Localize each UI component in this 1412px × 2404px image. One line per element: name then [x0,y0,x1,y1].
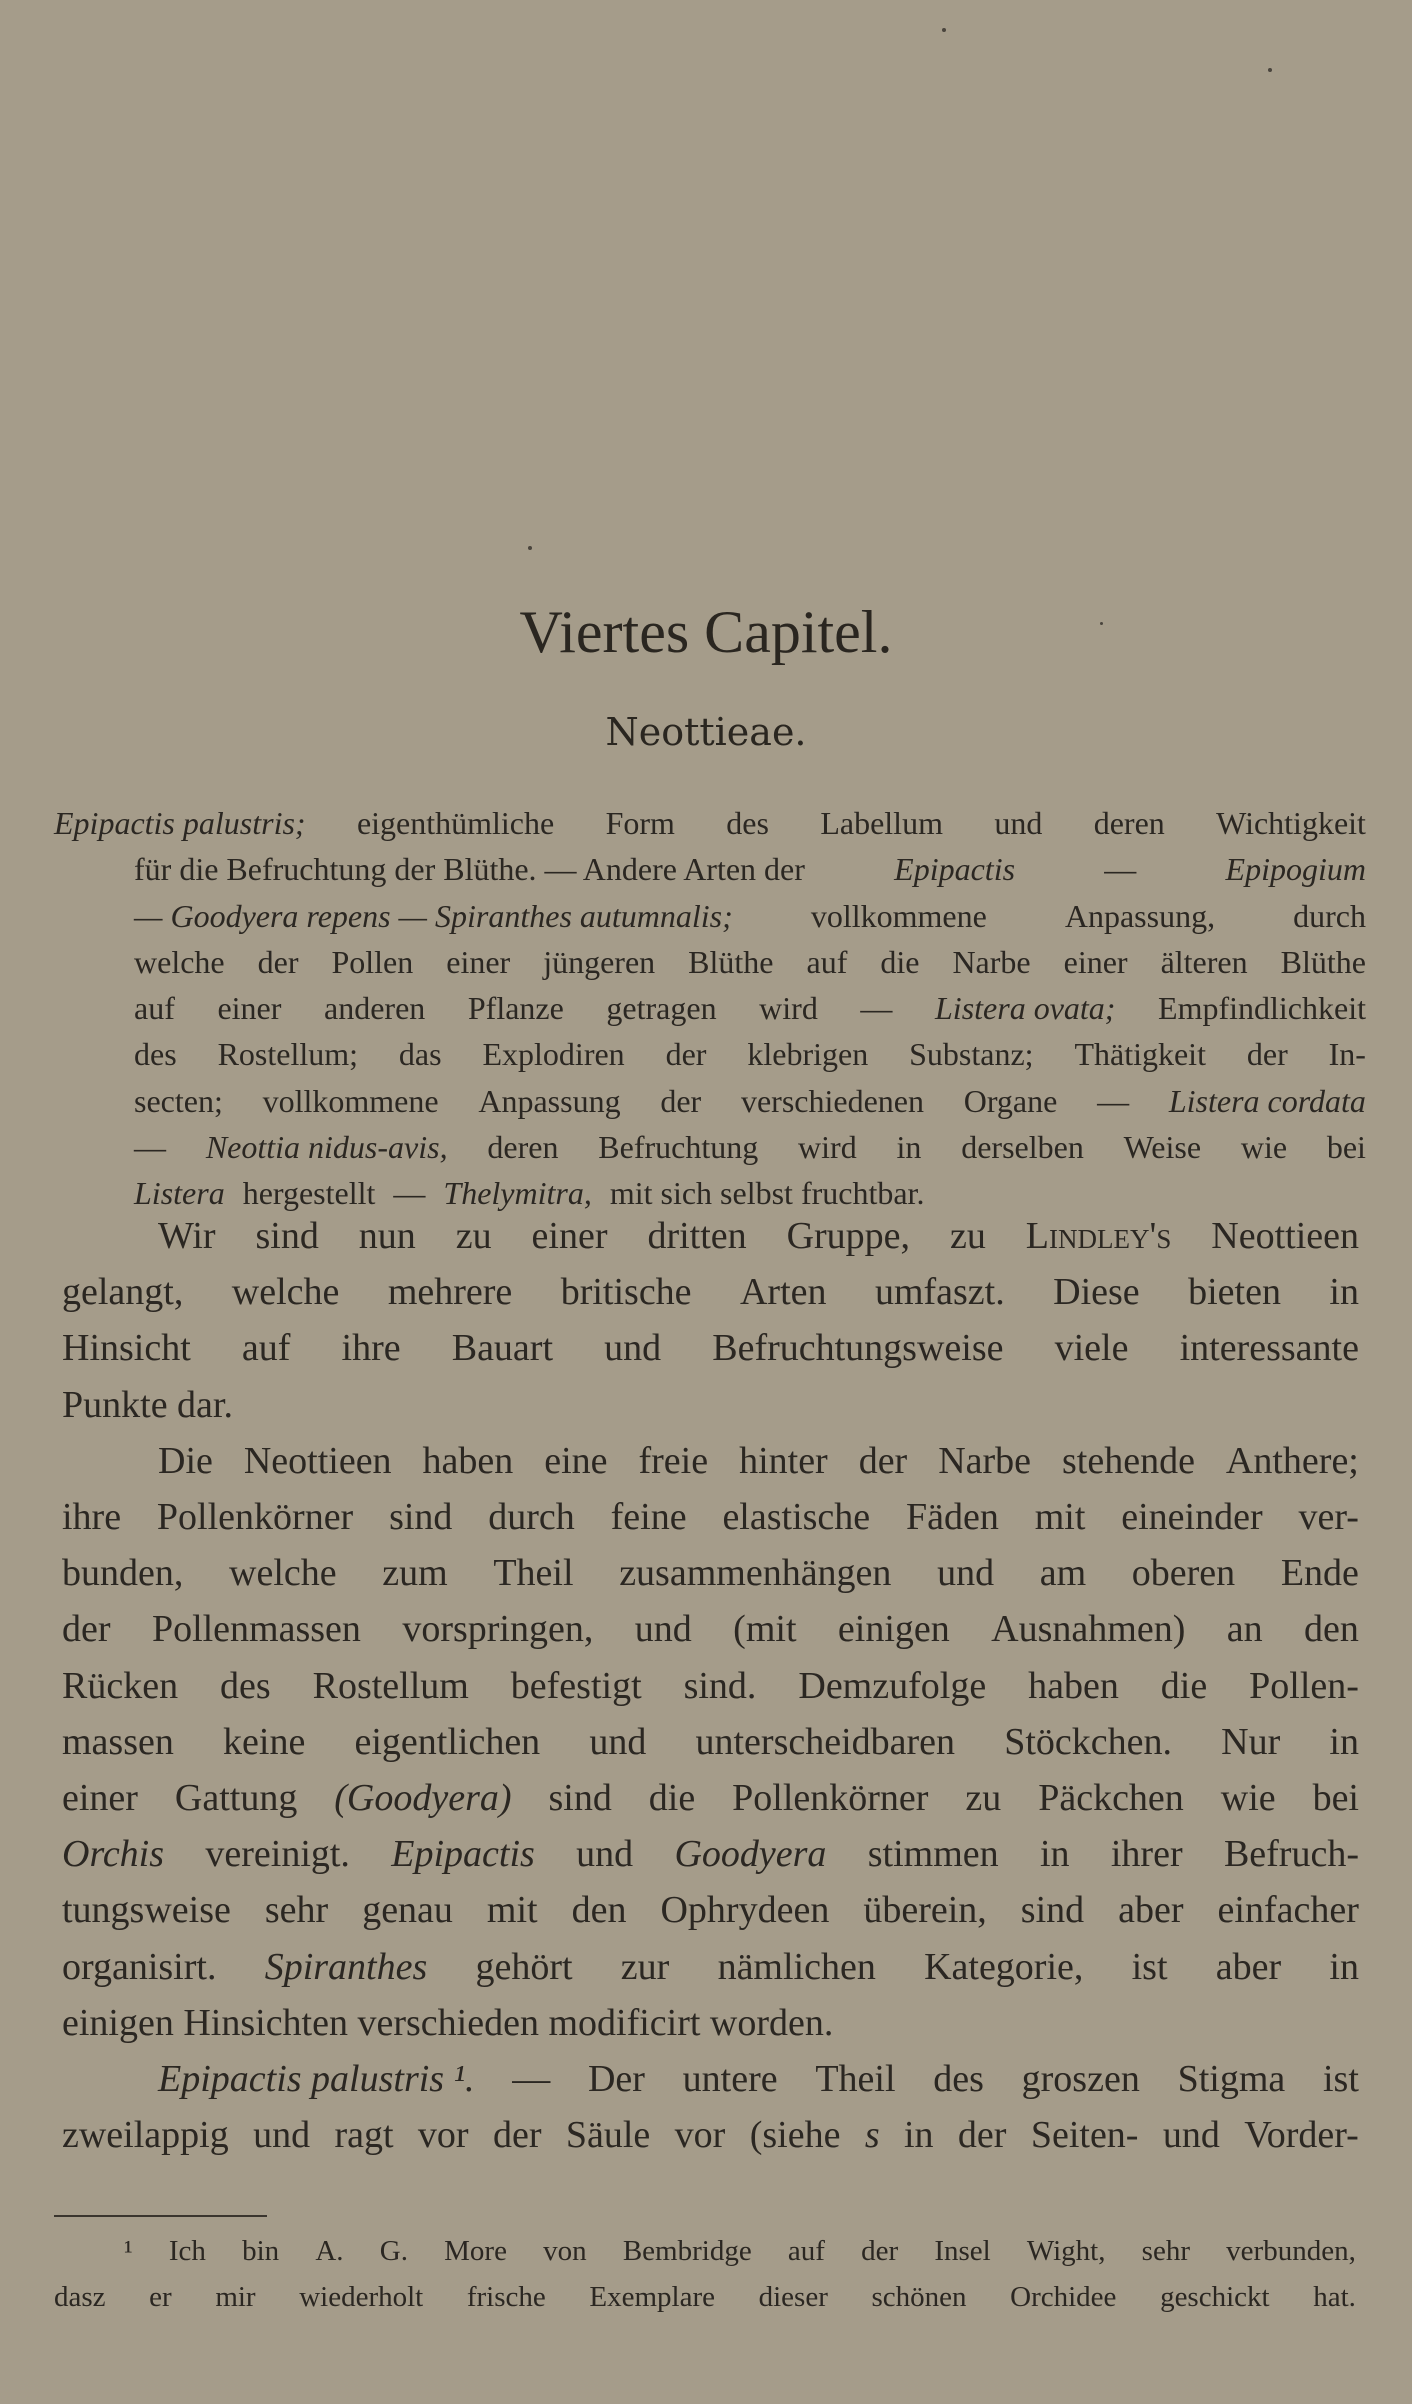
word: ihrer [1110,1833,1183,1876]
word: Exemplare [589,2281,715,2313]
word: an [1226,1608,1263,1651]
word: zum [382,1552,448,1595]
word: Listera [134,1175,225,1212]
word: vor [674,2114,726,2157]
word: Ausnahmen) [991,1608,1186,1651]
word: Fäden [906,1496,999,1539]
word: Lindley's [1025,1215,1172,1257]
word: secten; [134,1082,223,1119]
word: bei [1312,1777,1359,1820]
word: zweilappig [62,2114,229,2157]
word: die [648,1777,696,1820]
ink-speck [1268,68,1272,72]
word: bunden, [62,1552,184,1595]
word: jüngeren [543,943,656,980]
word: ver- [1298,1496,1359,1539]
word: Gruppe, [786,1215,911,1257]
word: zusammenhängen [619,1552,892,1595]
word: einigen Hinsichten verschieden modificirt worden. [62,2001,834,2044]
word: älteren [1160,943,1248,980]
word: feine [610,1496,687,1539]
word: — Goodyera repens — Spiranthes autumnalis; [134,897,733,934]
word: dieser [758,2281,828,2313]
word: der [861,2235,899,2267]
word: Neottieen [1211,1215,1359,1257]
word: Anthere; [1225,1439,1359,1482]
word: einer [1063,943,1128,980]
word: — [393,1175,426,1212]
text-line [62,1658,1359,1714]
word: ihre [62,1496,122,1539]
word: Befruch- [1223,1833,1359,1876]
word: Goodyera [674,1833,827,1876]
word: und [589,1720,647,1763]
word: in [1329,1945,1359,1988]
text-line [62,1433,1359,1489]
word: vereinigt. [205,1833,350,1876]
text-line [62,1995,1359,2051]
word: wird [798,1129,857,1166]
word: welche [229,1552,337,1595]
word: aber [1118,1889,1184,1932]
word: nämlichen [717,1945,876,1988]
word: eigenthümliche [356,805,555,841]
word: geschickt [1160,2281,1270,2313]
word: sehr [1141,2235,1190,2267]
word: haben [1028,1664,1119,1707]
word: auf [806,943,848,980]
word: Wight, [1026,2235,1106,2267]
text-line [62,1882,1359,1938]
word: vollkommene [262,1082,439,1119]
word: Epipactis palustris; [54,805,306,841]
word: des [220,1664,271,1707]
word: dasz [54,2281,106,2313]
word: verschiedenen [740,1082,924,1119]
word: durch [1293,897,1366,934]
word: freie [638,1439,709,1482]
word: In- [1328,1036,1366,1073]
word: klebrigen [747,1036,869,1073]
word: ragt [334,2114,394,2157]
word: Empfindlichkeit [1158,990,1366,1027]
word: für die Befruchtung der Blüthe. — Andere Arten der [134,851,805,888]
word: Epipactis [894,851,1016,888]
word: sind. [683,1664,757,1707]
word: bieten [1188,1271,1281,1314]
word: bei [1326,1129,1366,1166]
section-title: Neottieae. [605,710,807,754]
word: (mit [733,1608,797,1651]
word: Anpassung, [1064,897,1216,934]
word: zu [455,1215,492,1257]
word: deren [487,1129,559,1166]
word: Vorder- [1244,2114,1359,2157]
word: einer [217,990,282,1027]
word: der [660,1082,702,1119]
word: Anpassung [478,1082,621,1119]
word: Thelymitra, [443,1175,592,1212]
word: eineinder [1121,1496,1263,1539]
word: Arten [739,1271,827,1314]
word: Epipactis [391,1833,535,1876]
word: getragen [606,990,717,1027]
word: Päckchen [1038,1777,1184,1820]
ink-speck [942,28,946,32]
word: Säule [565,2114,651,2157]
word: mit [1034,1496,1086,1539]
word: Kategorie, [924,1945,1084,1988]
word: vorspringen, [402,1608,594,1651]
word: Demzufolge [798,1664,987,1707]
summary-line [54,985,1366,1031]
word: sind [1020,1889,1085,1932]
word: der [257,943,299,980]
word: wird [759,990,818,1027]
footnote-line [54,2274,1356,2320]
word: welche [231,1271,340,1314]
word: Befruchtung [598,1129,759,1166]
word: Orchis [62,1833,165,1876]
word: und [1162,2114,1220,2157]
word: Bauart [451,1327,554,1370]
word: Pollenkörner [732,1777,929,1820]
word: wie [1240,1129,1288,1166]
word: der [957,2114,1007,2157]
word: in [896,1129,922,1166]
word: die [880,943,920,980]
word: hat. [1313,2281,1356,2313]
word: Blüthe [1280,943,1366,980]
word: nun [358,1215,416,1257]
word: in [1039,1833,1070,1876]
chapter-title: Viertes Capitel. [519,599,893,665]
word: und [253,2114,311,2157]
word: den [1304,1608,1359,1651]
word: des [134,1036,177,1073]
word: Pollenmassen [151,1608,361,1651]
word: massen [62,1720,174,1763]
word: Spiranthes [264,1945,428,1988]
word: in [903,2114,934,2157]
word: welche [134,943,225,980]
word: — [512,2058,551,2101]
text-line [62,1714,1359,1770]
word: Seiten- [1030,2114,1139,2157]
word: Thätigkeit [1074,1036,1206,1073]
word: und [604,1327,662,1370]
word: Theil [815,2058,896,2101]
summary-line [54,1124,1366,1170]
word: stimmen [867,1833,999,1876]
word: Hinsicht [62,1327,191,1370]
text-line [62,1320,1359,1376]
word: in [1329,1271,1359,1314]
word: der [665,1036,707,1073]
word: von [543,2235,587,2267]
text-line [62,1770,1359,1826]
word: Pollen [331,943,414,980]
word: interessante [1179,1327,1359,1370]
word: unterscheidbaren [695,1720,956,1763]
word: derselben [961,1129,1084,1166]
word: und [994,805,1043,841]
word: Neottia nidus-avis, [205,1129,448,1166]
word: untere [682,2058,778,2101]
word: sind [255,1215,319,1257]
text-line [62,1545,1359,1601]
word: aber [1215,1945,1282,1988]
word: Ende [1280,1552,1359,1595]
word: Rostellum; [217,1036,359,1073]
word: Stöckchen. [1004,1720,1172,1763]
word: die [1160,1664,1208,1707]
word: — [860,990,893,1027]
word: keine [223,1720,306,1763]
word: tungsweise [62,1889,231,1932]
word: — [134,1129,166,1166]
word: Neottieen [243,1439,392,1482]
word: schönen [871,2281,967,2313]
word: gelangt, [62,1271,184,1314]
word: vor [417,2114,469,2157]
word: und [634,1608,692,1651]
word: auf [787,2235,825,2267]
word: Organe [963,1082,1058,1119]
body-text [62,1208,1359,2163]
word: durch [488,1496,575,1539]
word: ist [1323,2058,1359,2101]
word: der [1246,1036,1288,1073]
summary-line [54,893,1366,939]
word: hergestellt [242,1175,376,1212]
text-line [62,1826,1359,1882]
text-line [62,1377,1359,1433]
word: Substanz; [909,1036,1034,1073]
footnote-line [54,2228,1356,2274]
word: Diese [1053,1271,1140,1314]
word: Epipogium [1225,851,1366,888]
word: Rostellum [312,1664,469,1707]
word: ist [1131,1945,1168,1988]
text-line [62,1264,1359,1320]
summary-line [54,1078,1366,1124]
word: Rücken [62,1664,179,1707]
word: (Goodyera) [334,1777,512,1820]
ink-speck [528,546,532,550]
word: groszen [1021,2058,1140,2101]
word: Orchidee [1010,2281,1117,2313]
word: zu [949,1215,986,1257]
word: Wir [158,1215,216,1257]
word: einer [446,943,511,980]
word: Ophrydeen [660,1889,830,1932]
chapter-summary [54,800,1366,1217]
word: den [571,1889,627,1932]
word: eigentlichen [354,1720,541,1763]
word: Narbe [938,1439,1032,1482]
word: (siehe [749,2114,841,2157]
word: Epipactis palustris ¹. [158,2058,475,2101]
word: Die [158,1439,213,1482]
text-line [62,1939,1359,1995]
summary-line [54,1031,1366,1077]
word: des [933,2058,984,2101]
text-line [62,2107,1359,2163]
word: stehende [1062,1439,1195,1482]
word: zur [620,1945,670,1988]
word: einer [62,1777,138,1820]
word: Gattung [174,1777,298,1820]
word: frische [466,2281,546,2313]
footnote-rule [54,2215,267,2217]
word: Pollen- [1249,1664,1359,1707]
word: viele [1054,1327,1129,1370]
word: Blüthe [688,943,774,980]
word: Weise [1123,1129,1202,1166]
word: Wichtigkeit [1216,805,1366,841]
word: bin [242,2235,280,2267]
word: Listera cordata [1168,1082,1366,1119]
footnotes [54,2228,1356,2320]
word: Stigma [1177,2058,1286,2101]
word: wie [1220,1777,1276,1820]
word: gehört [475,1945,573,1988]
word: Insel [934,2235,991,2267]
word: Narbe [952,943,1031,980]
word: des [726,805,769,841]
word: wiederholt [299,2281,424,2313]
word: einer [531,1215,608,1257]
word: Listera ovata; [935,990,1116,1027]
text-line [62,1208,1359,1264]
word: More [444,2235,507,2267]
word: ¹ [124,2235,133,2267]
word: Pflanze [467,990,564,1027]
word: der [62,1608,111,1651]
word: einfacher [1217,1889,1359,1932]
word: — [1097,1082,1130,1119]
word: elastische [722,1496,871,1539]
word: G. [379,2235,408,2267]
word: er [149,2281,172,2313]
word: der [858,1439,908,1482]
word: oberen [1131,1552,1236,1595]
word: genau [362,1889,453,1932]
word: und [937,1552,995,1595]
word: Der [587,2058,645,2101]
word: Labellum [820,805,943,841]
word: haben [422,1439,514,1482]
word: verbunden, [1226,2235,1356,2267]
text-line [62,1601,1359,1657]
word: der [492,2114,542,2157]
word: dritten [647,1215,747,1257]
word: A. [315,2235,344,2267]
word: mehrere [387,1271,513,1314]
word: umfaszt. [874,1271,1005,1314]
word: ihre [341,1327,401,1370]
word: Punkte dar. [62,1383,233,1426]
word: Ich [168,2235,206,2267]
word: sind [548,1777,612,1820]
word: auf [241,1327,291,1370]
word: sind [389,1496,453,1539]
word: vollkommene [810,897,987,934]
word: Befruchtungsweise [712,1327,1004,1370]
text-line [62,2051,1359,2107]
word: Nur [1221,1720,1281,1763]
word: einigen [837,1608,950,1651]
summary-line [54,800,1366,846]
word: s [864,2114,880,2157]
word: anderen [324,990,426,1027]
summary-line [54,846,1366,892]
word: — [1104,851,1137,888]
word: am [1039,1552,1087,1595]
word: britische [560,1271,692,1314]
word: das [398,1036,442,1073]
word: mit [486,1889,538,1932]
word: eine [544,1439,608,1482]
word: deren [1093,805,1165,841]
word: sehr [264,1889,329,1932]
word: Bembridge [622,2235,752,2267]
word: Pollenkörner [156,1496,354,1539]
word: mit sich selbst fruchtbar. [609,1175,925,1212]
word: und [576,1833,634,1876]
word: in [1329,1720,1359,1763]
word: mir [215,2281,256,2313]
word: Form [605,805,675,841]
summary-line [54,939,1366,985]
word: befestigt [510,1664,642,1707]
word: zu [965,1777,1002,1820]
word: Theil [493,1552,574,1595]
word: auf [134,990,175,1027]
word: Explodiren [482,1036,625,1073]
word: hinter [739,1439,828,1482]
text-line [62,1489,1359,1545]
word: organisirt. [62,1945,217,1988]
word: überein, [863,1889,987,1932]
